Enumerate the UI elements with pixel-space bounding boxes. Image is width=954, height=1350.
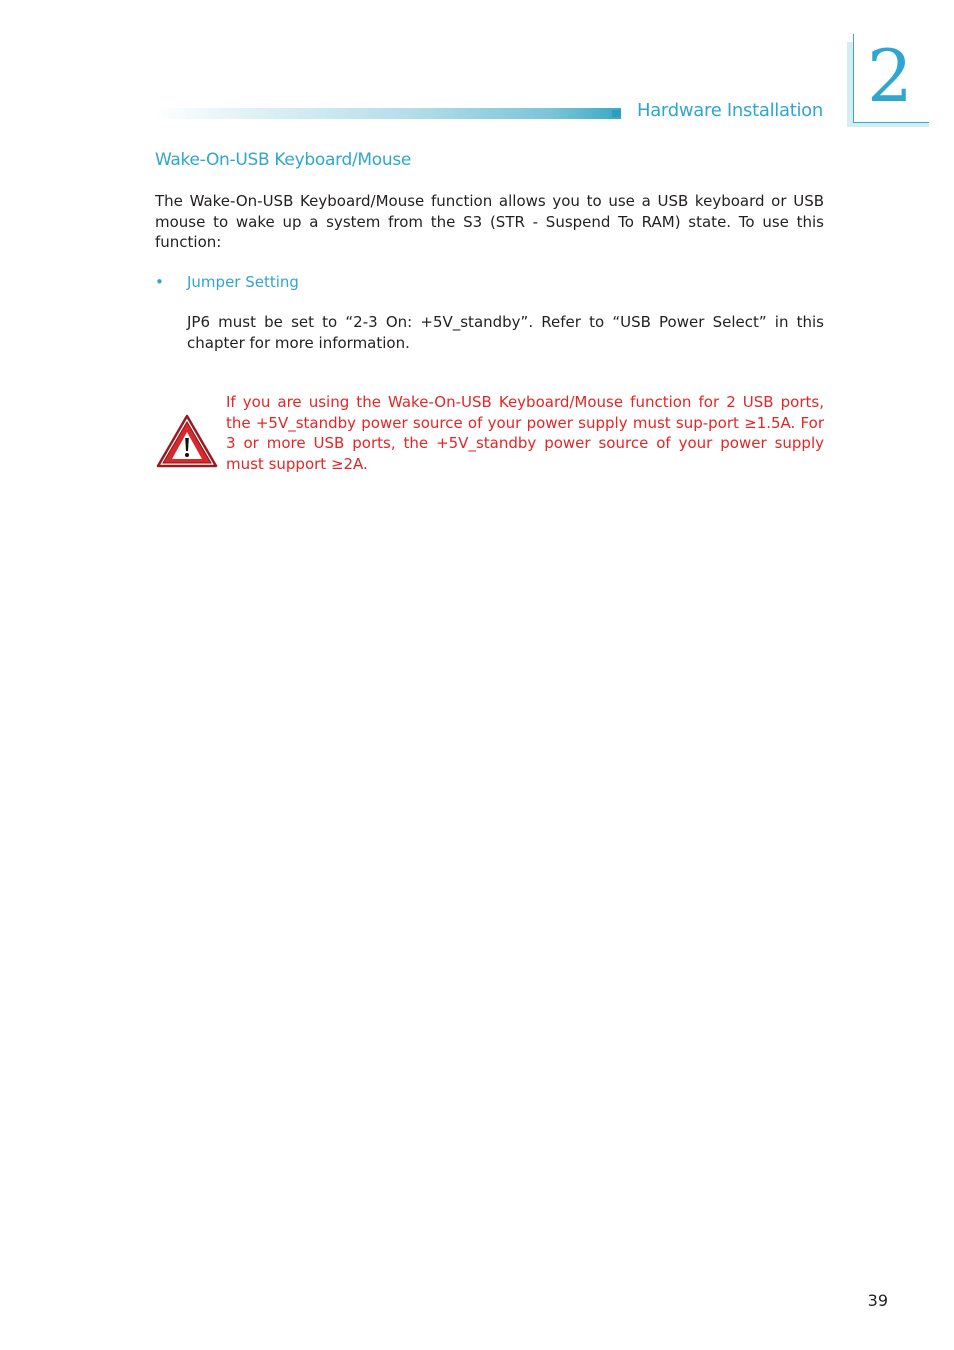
warning-triangle-icon xyxy=(156,414,218,468)
warning-text: If you are using the Wake-On-USB Keyboard/Mouse function for 2 USB ports, the +5V_standby power source of your power supply must sup-port ≥1.5A. For 3 or more USB ports, the +5V_standby power source of your power supply must support ≥2A. xyxy=(226,393,824,473)
header-bar-end-block xyxy=(612,110,621,117)
chapter-marker-shadow-horizontal xyxy=(847,123,929,127)
chapter-marker-line-vertical xyxy=(853,34,854,123)
header-gradient-bar xyxy=(155,108,621,119)
section-heading: Wake-On-USB Keyboard/Mouse xyxy=(155,150,412,170)
bullet-label: Jumper Setting xyxy=(187,273,299,291)
bullet-item-jumper-setting xyxy=(155,272,824,294)
bullet-marker: • xyxy=(155,273,164,291)
intro-paragraph: The Wake-On-USB Keyboard/Mouse function allows you to use a USB keyboard or USB mouse to wake up a system from the S3 (STR - Suspend To RAM) state. To use this function: xyxy=(155,192,824,251)
chapter-marker xyxy=(847,34,929,127)
chapter-number: 2 xyxy=(867,34,913,118)
page-number: 39 xyxy=(867,1291,888,1310)
jumper-setting-paragraph: JP6 must be set to “2-3 On: +5V_standby”. Refer to “USB Power Select” in this chapter for more information. xyxy=(187,313,824,352)
header-title: Hardware Installation xyxy=(636,100,823,121)
